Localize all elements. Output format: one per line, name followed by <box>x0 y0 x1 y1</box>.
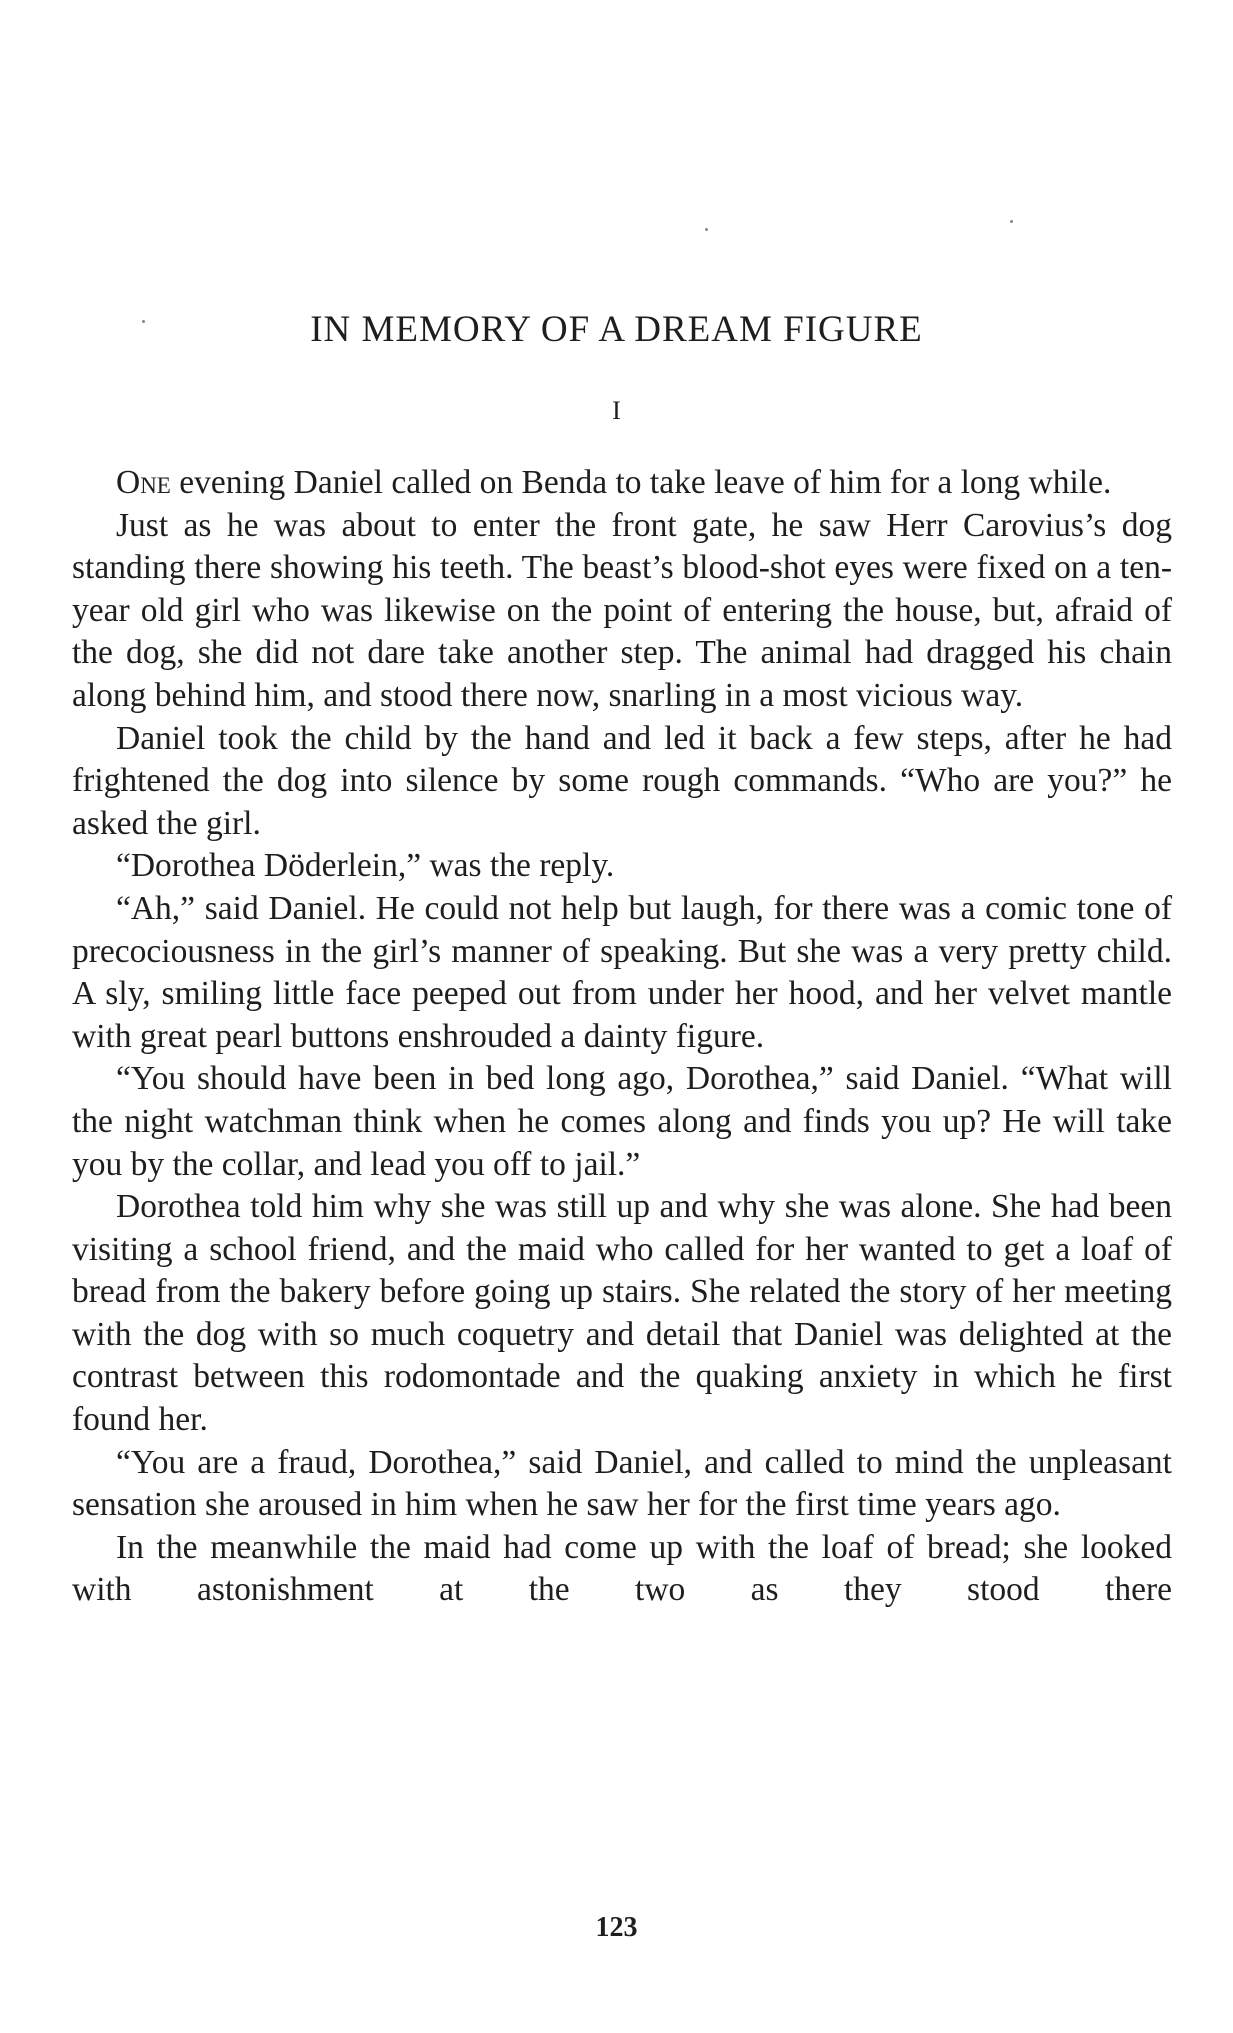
paragraph: Just as he was about to enter the front gate, he saw Herr Carovius’s dog standing there showing his teeth. The beast’s blood-shot eyes were fixed on a ten-year old girl who was likewise on the point of entering the house, but, afraid of the dog, she did not dare take another step. The animal had dragged his chain along behind him, and stood there now, snarling in a most vicious way. <box>72 506 1172 714</box>
paper-speck <box>1010 220 1013 223</box>
paragraph: In the meanwhile the maid had come up with the loaf of bread; she looked with astonishment at the two as they stood there <box>72 1528 1172 1609</box>
body-text <box>72 462 1172 1612</box>
paragraph: Daniel took the child by the hand and led it back a few steps, after he had frightened the dog into silence by some rough commands. “Who are you?” he asked the girl. <box>72 719 1172 842</box>
paper-speck <box>705 228 708 231</box>
paragraph: “You are a fraud, Dorothea,” said Daniel, and called to mind the unpleasant sensation she aroused in him when he saw her for the first time years ago. <box>72 1443 1172 1524</box>
chapter-title: IN MEMORY OF A DREAM FIGURE <box>310 309 923 350</box>
opening-small-caps: One <box>116 464 171 501</box>
section-number: I <box>612 396 621 425</box>
paragraph: “You should have been in bed long ago, Dorothea,” said Daniel. “What will the night watchman think when he comes along and finds you up? He will take you by the collar, and lead you off to jail.” <box>72 1060 1172 1183</box>
paragraph: “Dorothea Döderlein,” was the reply. <box>116 847 615 885</box>
paragraph-text: evening Daniel called on Benda to take leave of him for a long while. <box>170 464 1112 501</box>
paragraph <box>72 462 1172 505</box>
page-number: 123 <box>595 1912 638 1943</box>
paragraph: “Ah,” said Daniel. He could not help but laugh, for there was a comic tone of precociousness in the girl’s manner of speaking. But she was a very pretty child. A sly, smiling little face peeped out from under her hood, and her velvet mantle with great pearl buttons enshrouded a dainty figure. <box>72 889 1172 1055</box>
paragraph: Dorothea told him why she was still up and why she was alone. She had been visiting a school friend, and the maid who called for her wanted to get a loaf of bread from the bakery before going up stairs. She related the story of her meeting with the dog with so much coquetry and detail that Daniel was delighted at the contrast between this rodomontade and the quaking anxiety in which he first found her. <box>72 1188 1172 1439</box>
